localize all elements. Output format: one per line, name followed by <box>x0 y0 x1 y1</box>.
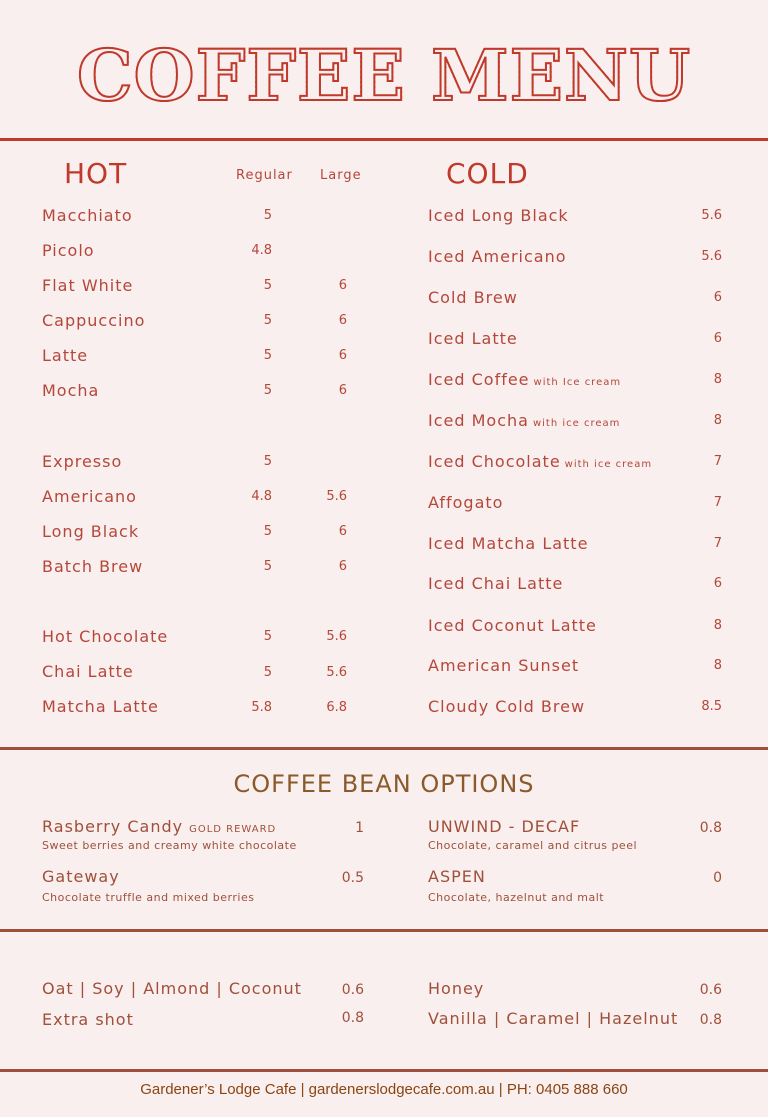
hot-item-large-price: 5.6 <box>326 665 347 680</box>
hot-item-large-price: 6 <box>338 524 347 539</box>
hot-item-large-price: 6.8 <box>326 700 347 715</box>
regular-column-label: Regular <box>236 168 293 183</box>
cold-item-note: with ice cream <box>564 459 653 470</box>
syrup-options: Vanilla | Caramel | Hazelnut <box>428 1009 679 1028</box>
bean-price: 0.8 <box>699 820 722 836</box>
cold-item-price: 6 <box>713 290 722 305</box>
extra-shot: Extra shot <box>42 1010 134 1029</box>
hot-item-regular-price: 5 <box>263 348 272 363</box>
cold-item <box>428 288 522 307</box>
bean-name: ASPEN <box>428 867 486 886</box>
section-divider <box>0 929 768 932</box>
hot-item-name: Matcha Latte <box>42 697 159 716</box>
hot-item-regular-price: 5 <box>263 383 272 398</box>
cold-item-price: 7 <box>713 454 722 469</box>
hot-item-name: Macchiato <box>42 206 133 225</box>
bean-description: Chocolate, hazelnut and malt <box>428 891 605 904</box>
cold-item-name: Affogato <box>428 493 504 512</box>
hot-item-regular-price: 5 <box>263 313 272 328</box>
hot-item-name: Mocha <box>42 381 100 400</box>
hot-item-name: Americano <box>42 487 137 506</box>
hot-item-regular-price: 5 <box>263 524 272 539</box>
hot-item-regular-price: 5 <box>263 629 272 644</box>
hot-item-large-price: 6 <box>338 313 347 328</box>
hot-item-large-price: 5.6 <box>326 489 347 504</box>
section-divider <box>0 747 768 750</box>
cold-item-name: Iced Coconut Latte <box>428 616 597 635</box>
cold-item-name: Iced Chocolate <box>428 452 561 471</box>
hot-item-name: Batch Brew <box>42 557 144 576</box>
hot-item-name: Latte <box>42 346 89 365</box>
cold-item <box>428 493 507 512</box>
cold-item-price: 6 <box>713 331 722 346</box>
bean-price: 0 <box>713 870 722 886</box>
title-divider <box>0 138 768 141</box>
cold-item-note: with Ice cream <box>533 377 622 388</box>
cold-item-name: Iced Matcha Latte <box>428 534 589 553</box>
hot-item-regular-price: 5 <box>263 208 272 223</box>
hot-item-name: Chai Latte <box>42 662 134 681</box>
cold-item <box>428 329 522 348</box>
cold-item <box>428 574 567 593</box>
hot-item-regular-price: 5 <box>263 559 272 574</box>
extra-price: 0.6 <box>341 982 364 998</box>
extra-price: 0.6 <box>699 982 722 998</box>
bean-name: UNWIND - DECAF <box>428 817 581 836</box>
cold-item <box>428 411 620 430</box>
cold-item <box>428 247 571 266</box>
cold-item-price: 6 <box>713 576 722 591</box>
cold-item-price: 8 <box>713 618 722 633</box>
hot-item-name: Hot Chocolate <box>42 627 169 646</box>
bean-option <box>42 817 276 836</box>
hot-item-regular-price: 5 <box>263 454 272 469</box>
bean-price: 0.5 <box>341 870 364 886</box>
bean-name: Gateway <box>42 867 120 886</box>
hot-item-regular-price: 5.8 <box>251 700 272 715</box>
extra-price: 0.8 <box>341 1010 364 1026</box>
hot-item-large-price: 6 <box>338 348 347 363</box>
footer-divider <box>0 1069 768 1072</box>
cold-item-note: with ice cream <box>532 418 621 429</box>
cold-item-name: Iced Coffee <box>428 370 530 389</box>
cold-heading: COLD <box>446 157 529 190</box>
cold-item <box>428 697 589 716</box>
hot-item-regular-price: 4.8 <box>251 489 272 504</box>
cold-item-name: Cold Brew <box>428 288 518 307</box>
cold-item-price: 8 <box>713 413 722 428</box>
cold-item-name: Iced Long Black <box>428 206 569 225</box>
hot-item-regular-price: 4.8 <box>251 243 272 258</box>
cold-item-name: Iced Mocha <box>428 411 529 430</box>
bean-description: Sweet berries and creamy white chocolate <box>42 839 297 852</box>
cold-item-price: 7 <box>713 495 722 510</box>
hot-item-large-price: 6 <box>338 559 347 574</box>
bean-price: 1 <box>355 820 364 836</box>
extra-price: 0.8 <box>699 1012 722 1028</box>
hot-item-large-price: 5.6 <box>326 629 347 644</box>
cold-item <box>428 616 601 635</box>
hot-item-name: Long Black <box>42 522 140 541</box>
cold-item-price: 5.6 <box>701 208 722 223</box>
footer-contact: Gardener’s Lodge Cafe | gardenerslodgecafe.com.au | PH: 0405 888 660 <box>140 1081 628 1098</box>
large-column-label: Large <box>320 168 362 183</box>
hot-heading: HOT <box>64 157 128 190</box>
hot-item-name: Picolo <box>42 241 95 260</box>
hot-item-name: Cappuccino <box>42 311 146 330</box>
bean-options-heading: COFFEE BEAN OPTIONS <box>233 770 535 798</box>
cold-item-price: 5.6 <box>701 249 722 264</box>
cold-item <box>428 534 592 553</box>
cold-item-price: 8 <box>713 658 722 673</box>
bean-description: Chocolate, caramel and citrus peel <box>428 839 638 852</box>
cold-item-name: Iced Latte <box>428 329 518 348</box>
cold-item <box>428 206 573 225</box>
hot-item-name: Flat White <box>42 276 134 295</box>
cold-item-name: Cloudy Cold Brew <box>428 697 586 716</box>
cold-item-name: American Sunset <box>428 656 580 675</box>
hot-item-large-price: 6 <box>338 278 347 293</box>
hot-item-large-price: 6 <box>338 383 347 398</box>
menu-title: COFFEE MENU <box>0 36 768 116</box>
hot-item-regular-price: 5 <box>263 278 272 293</box>
honey-option: Honey <box>428 979 485 998</box>
bean-description: Chocolate truffle and mixed berries <box>42 891 255 904</box>
cold-item-name: Iced Americano <box>428 247 567 266</box>
cold-item <box>428 370 621 389</box>
cold-item <box>428 452 652 471</box>
hot-item-regular-price: 5 <box>263 665 272 680</box>
milk-options: Oat | Soy | Almond | Coconut <box>42 979 302 998</box>
cold-item <box>428 656 583 675</box>
cold-item-name: Iced Chai Latte <box>428 574 564 593</box>
cold-item-price: 8.5 <box>701 699 722 714</box>
hot-item-name: Expresso <box>42 452 123 471</box>
bean-name: Rasberry Candy <box>42 817 184 836</box>
cold-item-price: 8 <box>713 372 722 387</box>
cold-item-price: 7 <box>713 536 722 551</box>
gold-reward-badge: GOLD REWARD <box>189 824 277 835</box>
